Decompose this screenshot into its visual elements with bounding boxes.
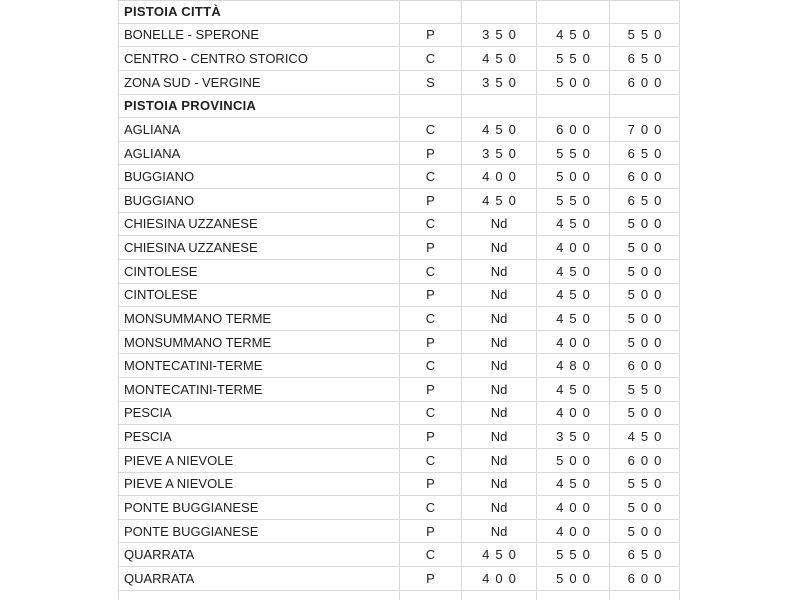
table-row <box>118 260 680 284</box>
category-cell <box>400 567 462 590</box>
value-text: 650 <box>627 547 668 563</box>
category-cell <box>400 354 462 377</box>
value-cell <box>537 284 610 307</box>
value-text: 450 <box>556 216 596 232</box>
value-text: 500 <box>627 240 668 256</box>
rates-table <box>118 0 680 600</box>
location-text: MONSUMMANO TERME <box>124 334 272 350</box>
location-text: PIEVE A NIEVOLE <box>124 476 234 492</box>
category-cell <box>400 236 462 259</box>
location-cell <box>118 189 400 212</box>
location-cell <box>118 520 400 543</box>
category-cell <box>400 378 462 401</box>
category-cell <box>400 591 462 600</box>
value-text: 500 <box>627 405 668 421</box>
value-cell <box>610 71 680 94</box>
value-cell <box>462 260 537 283</box>
category-text: P <box>426 570 435 586</box>
value-cell <box>537 24 610 47</box>
value-cell <box>610 260 680 283</box>
value-text: 550 <box>627 27 668 43</box>
value-cell <box>537 567 610 590</box>
value-cell <box>610 425 680 448</box>
table-row <box>118 473 680 497</box>
value-text: 500 <box>627 499 668 515</box>
value-text: 500 <box>627 263 668 279</box>
table-row <box>118 520 680 544</box>
value-text: Nd <box>490 452 508 468</box>
category-cell <box>400 284 462 307</box>
value-text: Nd <box>490 476 508 492</box>
value-cell <box>537 142 610 165</box>
value-cell <box>610 236 680 259</box>
category-cell <box>400 71 462 94</box>
value-text: 450 <box>482 121 522 137</box>
location-text: PESCIA <box>124 405 172 421</box>
location-text: BONELLE - SPERONE <box>124 27 260 43</box>
value-cell <box>610 591 680 600</box>
table-row <box>118 189 680 213</box>
value-text: 400 <box>556 405 596 421</box>
location-text: ZONA SUD - VERGINE <box>124 74 261 90</box>
location-cell <box>118 354 400 377</box>
location-cell <box>118 591 400 600</box>
value-cell <box>537 543 610 566</box>
value-cell <box>610 354 680 377</box>
value-cell <box>610 307 680 330</box>
location-cell <box>118 378 400 401</box>
table-row <box>118 567 680 591</box>
value-cell <box>462 425 537 448</box>
table-row <box>118 331 680 355</box>
value-cell <box>462 449 537 472</box>
value-cell <box>462 24 537 47</box>
location-text: PESCIA <box>124 429 172 445</box>
table-row-partial <box>118 591 680 600</box>
value-text: 400 <box>482 169 522 185</box>
value-cell <box>610 449 680 472</box>
location-cell <box>118 402 400 425</box>
category-text: P <box>426 381 435 397</box>
category-cell <box>400 213 462 236</box>
value-cell <box>537 189 610 212</box>
location-text: PONTE BUGGIANESE <box>124 499 259 515</box>
table-row <box>118 0 680 24</box>
value-text: 550 <box>556 547 596 563</box>
value-cell <box>462 71 537 94</box>
category-text: C <box>425 452 436 468</box>
value-cell <box>462 402 537 425</box>
value-text: 350 <box>556 429 596 445</box>
value-cell <box>610 165 680 188</box>
location-cell <box>118 24 400 47</box>
location-cell <box>118 213 400 236</box>
value-cell <box>537 236 610 259</box>
category-text: C <box>425 310 436 326</box>
value-text: 600 <box>556 121 596 137</box>
location-cell <box>118 118 400 141</box>
value-cell <box>462 236 537 259</box>
location-text: PIEVE A NIEVOLE <box>124 452 234 468</box>
value-cell <box>462 354 537 377</box>
location-cell <box>118 496 400 519</box>
value-cell <box>537 425 610 448</box>
table-row <box>118 47 680 71</box>
value-cell <box>610 402 680 425</box>
value-cell <box>462 118 537 141</box>
value-cell <box>537 165 610 188</box>
value-cell <box>610 95 680 118</box>
value-text: 550 <box>556 145 596 161</box>
category-text: C <box>425 216 436 232</box>
value-text: Nd <box>490 310 508 326</box>
category-cell <box>400 449 462 472</box>
value-text: 500 <box>627 523 668 539</box>
location-text: CHIESINA UZZANESE <box>124 216 258 232</box>
value-cell <box>610 520 680 543</box>
value-text: 450 <box>482 51 522 67</box>
category-cell <box>400 1 462 23</box>
category-cell <box>400 189 462 212</box>
value-text: 400 <box>556 334 596 350</box>
value-text: 450 <box>482 547 522 563</box>
value-text: 550 <box>627 381 668 397</box>
value-text: 500 <box>556 74 596 90</box>
category-cell <box>400 95 462 118</box>
value-cell <box>462 591 537 600</box>
location-cell <box>118 165 400 188</box>
location-cell <box>118 47 400 70</box>
value-cell <box>537 449 610 472</box>
category-cell <box>400 402 462 425</box>
value-text: 500 <box>627 310 668 326</box>
category-text: S <box>426 74 435 90</box>
category-text: C <box>425 51 436 67</box>
value-text: 650 <box>627 192 668 208</box>
table-row <box>118 213 680 237</box>
value-cell <box>537 496 610 519</box>
location-text: PISTOIA CITTÀ <box>124 4 222 20</box>
value-text: Nd <box>490 499 508 515</box>
table-row <box>118 95 680 119</box>
location-cell <box>118 95 400 118</box>
category-text: P <box>426 429 435 445</box>
category-text: P <box>426 240 435 256</box>
value-text: 450 <box>556 287 596 303</box>
category-cell <box>400 118 462 141</box>
category-cell <box>400 473 462 496</box>
location-text: CINTOLESE <box>124 263 198 279</box>
value-cell <box>462 567 537 590</box>
value-cell <box>537 1 610 23</box>
value-cell <box>462 95 537 118</box>
location-cell <box>118 71 400 94</box>
value-cell <box>610 543 680 566</box>
value-cell <box>610 331 680 354</box>
value-cell <box>537 473 610 496</box>
value-cell <box>537 307 610 330</box>
value-cell <box>537 95 610 118</box>
location-text: MONSUMMANO TERME <box>124 310 272 326</box>
value-text: 400 <box>556 240 596 256</box>
value-text: 500 <box>627 287 668 303</box>
value-cell <box>462 47 537 70</box>
location-text: BUGGIANO <box>124 169 195 185</box>
value-cell <box>462 1 537 23</box>
value-text: Nd <box>490 381 508 397</box>
value-cell <box>537 591 610 600</box>
value-cell <box>537 260 610 283</box>
category-cell <box>400 520 462 543</box>
value-text: 600 <box>627 452 668 468</box>
location-text: AGLIANA <box>124 121 181 137</box>
table-row <box>118 284 680 308</box>
location-text: PONTE BUGGIANESE <box>124 523 259 539</box>
category-text: P <box>426 192 435 208</box>
value-text: Nd <box>490 523 508 539</box>
value-text: Nd <box>490 287 508 303</box>
category-cell <box>400 331 462 354</box>
value-text: 650 <box>627 51 668 67</box>
category-text: P <box>426 287 435 303</box>
value-cell <box>537 378 610 401</box>
table-row <box>118 496 680 520</box>
table-row <box>118 449 680 473</box>
location-cell <box>118 260 400 283</box>
category-text: C <box>425 405 436 421</box>
location-text: AGLIANA <box>124 145 181 161</box>
category-text: C <box>425 547 436 563</box>
category-text: C <box>425 499 436 515</box>
table-row <box>118 402 680 426</box>
value-cell <box>462 378 537 401</box>
category-text: C <box>425 358 436 374</box>
value-cell <box>462 142 537 165</box>
value-text: 500 <box>556 169 596 185</box>
value-cell <box>610 142 680 165</box>
value-text: 400 <box>482 570 522 586</box>
value-cell <box>610 213 680 236</box>
category-cell <box>400 260 462 283</box>
category-text: C <box>425 169 436 185</box>
table-row <box>118 142 680 166</box>
value-text: 700 <box>627 121 668 137</box>
value-text: 350 <box>482 74 522 90</box>
value-text: Nd <box>490 263 508 279</box>
category-cell <box>400 142 462 165</box>
value-cell <box>537 331 610 354</box>
table-row <box>118 24 680 48</box>
category-cell <box>400 425 462 448</box>
location-text: BUGGIANO <box>124 192 195 208</box>
value-text: Nd <box>490 240 508 256</box>
value-cell <box>462 284 537 307</box>
category-cell <box>400 24 462 47</box>
value-text: 600 <box>627 358 668 374</box>
location-cell <box>118 473 400 496</box>
value-cell <box>610 496 680 519</box>
table-row <box>118 354 680 378</box>
value-cell <box>610 24 680 47</box>
table-row <box>118 543 680 567</box>
value-cell <box>610 189 680 212</box>
location-text: MONTECATINI-TERME <box>124 358 263 374</box>
value-cell <box>462 331 537 354</box>
value-text: 400 <box>556 499 596 515</box>
value-text: 450 <box>556 310 596 326</box>
value-text: 350 <box>482 145 522 161</box>
value-cell <box>537 118 610 141</box>
value-cell <box>537 402 610 425</box>
value-text: 500 <box>627 334 668 350</box>
location-text: CENTRO - CENTRO STORICO <box>124 51 308 67</box>
category-cell <box>400 165 462 188</box>
value-text: 600 <box>627 169 668 185</box>
location-cell <box>118 425 400 448</box>
value-text: 450 <box>556 476 596 492</box>
value-text: 400 <box>556 523 596 539</box>
category-cell <box>400 496 462 519</box>
value-cell <box>462 307 537 330</box>
value-text: 550 <box>556 51 596 67</box>
value-text: 650 <box>627 145 668 161</box>
value-text: 550 <box>556 192 596 208</box>
value-cell <box>462 165 537 188</box>
value-cell <box>537 520 610 543</box>
location-text: QUARRATA <box>124 570 195 586</box>
table-row <box>118 307 680 331</box>
value-text: 450 <box>556 27 596 43</box>
location-cell <box>118 331 400 354</box>
location-text: CHIESINA UZZANESE <box>124 240 258 256</box>
value-cell <box>462 189 537 212</box>
value-cell <box>610 118 680 141</box>
location-cell <box>118 307 400 330</box>
category-text: P <box>426 145 435 161</box>
value-text: 500 <box>556 570 596 586</box>
value-text: 600 <box>627 74 668 90</box>
category-text: C <box>425 121 436 137</box>
category-text: C <box>425 263 436 279</box>
category-text: P <box>426 523 435 539</box>
location-cell <box>118 236 400 259</box>
value-text: 450 <box>556 263 596 279</box>
location-cell <box>118 449 400 472</box>
value-text: 550 <box>627 476 668 492</box>
value-cell <box>462 213 537 236</box>
value-cell <box>462 496 537 519</box>
value-text: 450 <box>556 381 596 397</box>
value-cell <box>537 213 610 236</box>
category-text: P <box>426 476 435 492</box>
value-text: 500 <box>627 216 668 232</box>
table-row <box>118 236 680 260</box>
value-cell <box>610 567 680 590</box>
value-text: 600 <box>627 570 668 586</box>
location-cell <box>118 543 400 566</box>
value-cell <box>537 354 610 377</box>
value-text: Nd <box>490 334 508 350</box>
location-cell <box>118 284 400 307</box>
category-cell <box>400 47 462 70</box>
value-cell <box>462 543 537 566</box>
value-cell <box>537 47 610 70</box>
table-row <box>118 71 680 95</box>
category-text: P <box>426 27 435 43</box>
value-text: 450 <box>627 429 668 445</box>
category-cell <box>400 543 462 566</box>
value-cell <box>462 520 537 543</box>
location-text: MONTECATINI-TERME <box>124 381 263 397</box>
value-cell <box>462 473 537 496</box>
location-text: PISTOIA PROVINCIA <box>124 98 257 114</box>
category-text: P <box>426 334 435 350</box>
value-cell <box>610 284 680 307</box>
value-cell <box>537 71 610 94</box>
table-row <box>118 425 680 449</box>
location-text: QUARRATA <box>124 547 195 563</box>
table-row <box>118 378 680 402</box>
location-cell <box>118 142 400 165</box>
value-text: 480 <box>556 358 596 374</box>
value-cell <box>610 47 680 70</box>
value-text: 500 <box>556 452 596 468</box>
table-row <box>118 118 680 142</box>
location-cell <box>118 567 400 590</box>
value-text: Nd <box>490 429 508 445</box>
value-text: Nd <box>490 358 508 374</box>
category-cell <box>400 307 462 330</box>
value-cell <box>610 473 680 496</box>
table-row <box>118 165 680 189</box>
value-text: Nd <box>490 216 508 232</box>
value-cell <box>610 1 680 23</box>
value-text: 450 <box>482 192 522 208</box>
value-text: 350 <box>482 27 522 43</box>
value-cell <box>610 378 680 401</box>
location-cell <box>118 1 400 23</box>
value-text: Nd <box>490 405 508 421</box>
location-text: CINTOLESE <box>124 287 198 303</box>
